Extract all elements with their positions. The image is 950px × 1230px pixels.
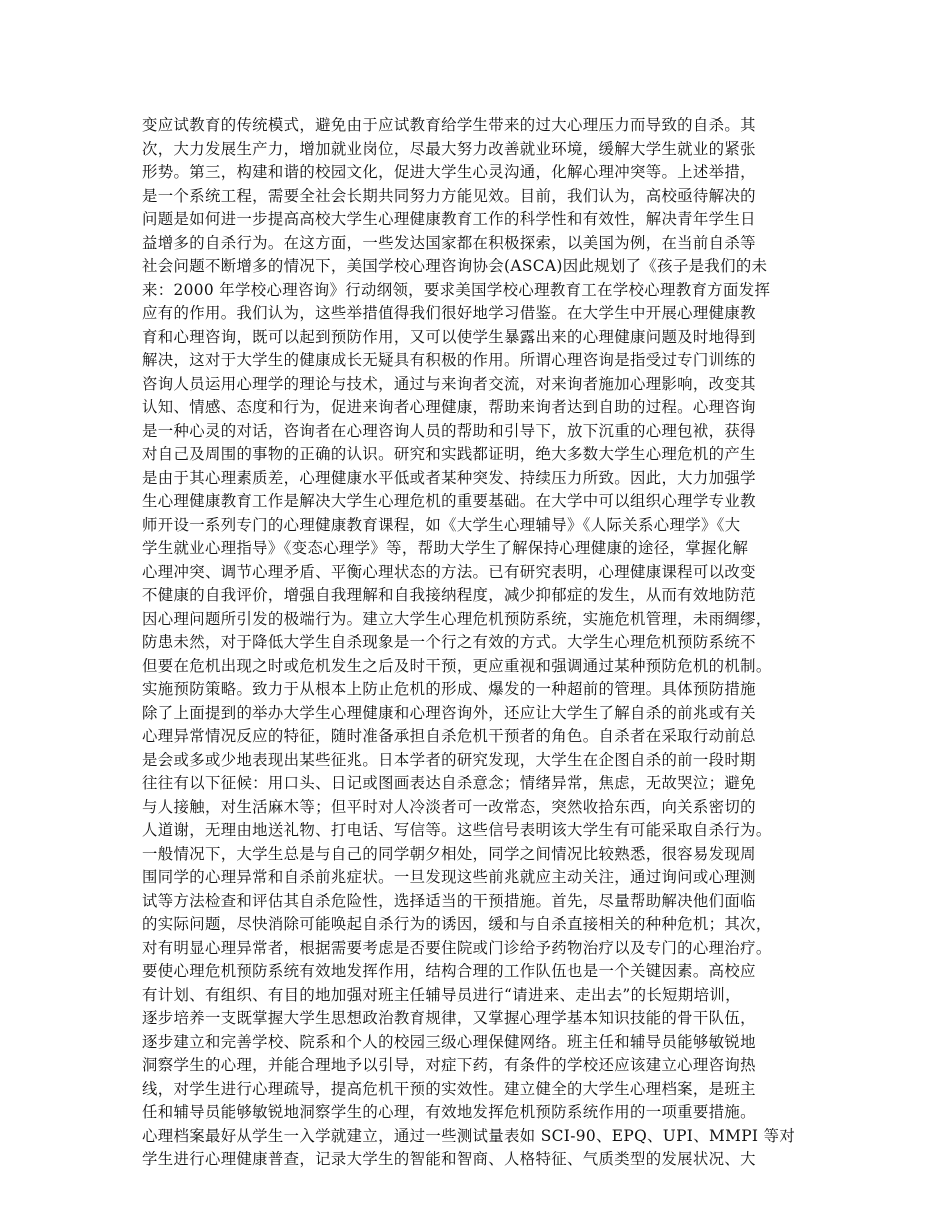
text-line: 实施预防策略。致力于从根本上防止危机的形成、爆发的一种超前的管理。具体预防措施 <box>142 680 756 698</box>
text-line: 对有明显心理异常者，根据需要考虑是否要住院或门诊给予药物治疗以及专门的心理治疗。 <box>142 938 772 957</box>
text-line: 与人接触，对生活麻木等；但平时对人冷淡者可一改常态，突然收拾东西，向关系密切的 <box>142 797 756 816</box>
text-line: 防患未然，对于降低大学生自杀现象是一个行之有效的方式。大学生心理危机预防系统不 <box>142 633 756 651</box>
text-line: 来：2000 年学校心理咨询》行动纲领，要求美国学校心理教育工在学校心理教育方面发挥 <box>142 280 771 299</box>
text-line: 洞察学生的心理，并能合理地予以引导，对症下药，有条件的学校还应该建立心理咨询热 <box>142 1056 756 1074</box>
text-line: 逐步建立和完善学校、院系和个人的校园三级心理保健网络。班主任和辅导员能够敏锐地 <box>142 1032 756 1051</box>
text-line: 社会问题不断增多的情况下，美国学校心理咨询协会(ASCA)因此规划了《孩子是我们的未 <box>142 257 768 275</box>
text-line: 是一个系统工程，需要全社会长期共同努力方能见效。目前，我们认为，高校亟待解决的 <box>142 186 756 205</box>
text-line: 解决，这对于大学生的健康成长无疑具有积极的作用。所谓心理咨询是指受过专门训练的 <box>142 351 756 369</box>
text-line: 是一种心灵的对话，咨询者在心理咨询人员的帮助和引导下，放下沉重的心理包袱，获得 <box>142 421 756 440</box>
text-line: 生心理健康教育工作是解决大学生心理危机的重要基础。在大学中可以组织心理学专业教 <box>142 492 756 510</box>
text-line: 是会或多或少地表现出某些征兆。日本学者的研究发现，大学生在企图自杀的前一段时期 <box>142 750 756 769</box>
text-line: 围同学的心理异常和自杀前兆症状。一旦发现这些前兆就应主动关注，通过询问或心理测 <box>142 868 756 886</box>
text-line: 师开设一系列专门的心理健康教育课程，如《大学生心理辅导》《人际关系心理学》《大 <box>142 515 741 534</box>
text-line: 学生进行心理健康普查，记录大学生的智能和智商、人格特征、气质类型的发展状况、大 <box>142 1150 756 1168</box>
text-line: 因心理问题所引发的极端行为。建立大学生心理危机预防系统，实施危机管理，未雨绸缪， <box>142 609 772 628</box>
text-line: 问题是如何进一步提高高校大学生心理健康教育工作的科学性和有效性，解决青年学生日 <box>142 210 756 228</box>
text-line: 往往有以下征候：用口头、日记或图画表达自杀意念；情绪异常，焦虑，无故哭泣；避免 <box>142 774 756 792</box>
body-text <box>142 114 810 1172</box>
text-line: 形势。第三，构建和谐的校园文化，促进大学生心灵沟通，化解心理冲突等。上述举措， <box>142 163 756 181</box>
text-line: 任和辅导员能够敏锐地洞察学生的心理，有效地发挥危机预防系统作用的一项重要措施。 <box>142 1103 756 1121</box>
text-line: 的实际问题，尽快消除可能唤起自杀行为的诱因，缓和与自杀直接相关的种种危机；其次， <box>142 915 772 933</box>
text-line: 有计划、有组织、有目的地加强对班主任辅导员进行“请进来、走出去”的长短期培训， <box>142 985 741 1004</box>
text-line: 人道谢，无理由地送礼物、打电话、写信等。这些信号表明该大学生有可能采取自杀行为。 <box>142 821 772 839</box>
text-line: 但要在危机出现之时或危机发生之后及时干预，更应重视和强调通过某种预防危机的机制。 <box>142 656 772 675</box>
text-line: 心理冲突、调节心理矛盾、平衡心理状态的方法。已有研究表明，心理健康课程可以改变 <box>142 562 756 581</box>
text-line: 对自己及周围的事物的正确的认识。研究和实践都证明，绝大多数大学生心理危机的产生 <box>142 445 756 463</box>
text-line: 变应试教育的传统模式，避免由于应试教育给学生带来的过大心理压力而导致的自杀。其 <box>142 116 756 134</box>
text-line: 育和心理咨询，既可以起到预防作用，又可以使学生暴露出来的心理健康问题及时地得到 <box>142 327 756 346</box>
text-line: 不健康的自我评价，增强自我理解和自我接纳程度，减少抑郁症的发生，从而有效地防范 <box>142 586 756 604</box>
text-line: 除了上面提到的举办大学生心理健康和心理咨询外，还应让大学生了解自杀的前兆或有关 <box>142 703 756 722</box>
text-line: 咨询人员运用心理学的理论与技术，通过与来询者交流，对来询者施加心理影响，改变其 <box>142 374 756 393</box>
text-line: 试等方法检查和评估其自杀危险性，选择适当的干预措施。首先，尽量帮助解决他们面临 <box>142 891 756 910</box>
text-line: 要使心理危机预防系统有效地发挥作用，结构合理的工作队伍也是一个关键因素。高校应 <box>142 962 756 980</box>
text-line: 逐步培养一支既掌握大学生思想政治教育规律，又掌握心理学基本知识技能的骨干队伍， <box>142 1009 756 1027</box>
text-line: 次，大力发展生产力，增加就业岗位，尽最大努力改善就业环境，缓解大学生就业的紧张 <box>142 139 756 158</box>
text-line: 应有的作用。我们认为，这些举措值得我们很好地学习借鉴。在大学生中开展心理健康教 <box>142 304 756 322</box>
text-line: 学生就业心理指导》《变态心理学》等，帮助大学生了解保持心理健康的途径，掌握化解 <box>142 539 749 557</box>
text-line: 是由于其心理素质差，心理健康水平低或者某种突发、持续压力所致。因此，大力加强学 <box>142 468 756 487</box>
text-line: 心理档案最好从学生一入学就建立，通过一些测试量表如 SCI-90、EPQ、UPI、MMPI 等对 <box>142 1126 796 1145</box>
text-line: 线，对学生进行心理疏导，提高危机干预的实效性。建立健全的大学生心理档案，是班主 <box>142 1079 756 1098</box>
text-line: 益增多的自杀行为。在这方面，一些发达国家都在积极探索，以美国为例，在当前自杀等 <box>142 233 756 252</box>
text-line: 心理异常情况反应的特征，随时准备承担自杀危机干预者的角色。自杀者在采取行动前总 <box>142 727 756 745</box>
text-line: 一般情况下，大学生总是与自己的同学朝夕相处，同学之间情况比较熟悉，很容易发现周 <box>142 844 756 863</box>
text-line: 认知、情感、态度和行为，促进来询者心理健康，帮助来询者达到自助的过程。心理咨询 <box>142 398 756 416</box>
